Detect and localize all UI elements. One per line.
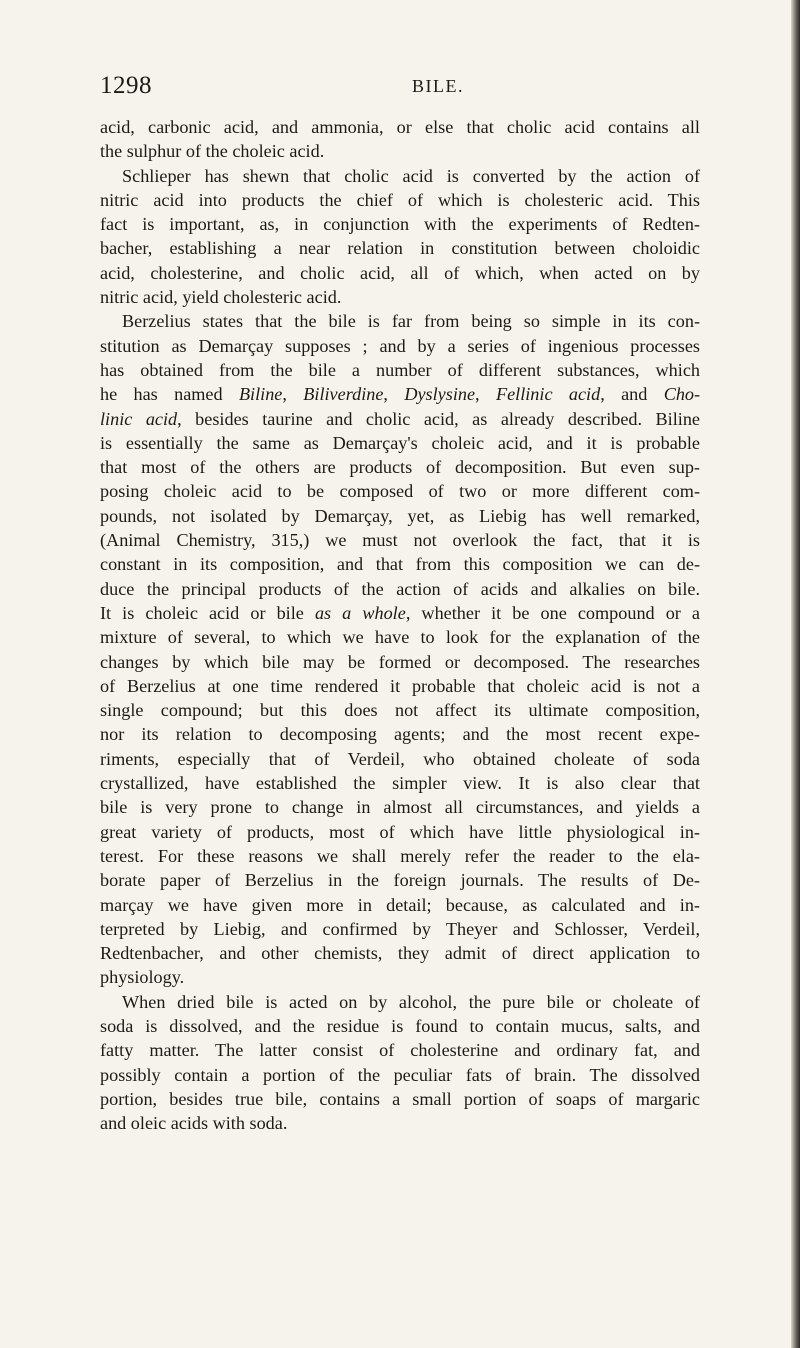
text-line [100,334,700,358]
text-run: riments, especially that of Verdeil, who obtained choleate of soda [100,748,700,769]
page-header [100,72,710,104]
text-line [100,431,700,455]
italic-term: Fellinic acid [495,384,601,405]
paragraph [100,990,700,1136]
text-line [100,285,700,309]
page-edge [791,0,800,1348]
text-run: pounds, not isolated by Demarçay, yet, as Liebig has well remarked, [100,505,700,526]
text-line [100,139,700,163]
italic-term: as a whole [314,602,406,623]
text-run: nor its relation to decomposing agents; and the most recent expe- [100,724,700,745]
text-line [100,917,700,941]
text-line [100,309,700,333]
text-run: of Berzelius at one time rendered it probable that choleic acid is not a [100,675,700,696]
text-line [100,382,700,406]
text-run: terpreted by Liebig, and confirmed by Theyer and Schlosser, Verdeil, [100,918,700,939]
text-line [100,455,700,479]
text-line [100,1111,700,1135]
text-run: and oleic acids with soda. [100,1113,288,1134]
italic-term: Biline [238,384,283,405]
text-run: portion, besides true bile, contains a small portion of soaps of margaric [100,1088,700,1109]
text-line [100,674,700,698]
text-run: single compound; but this does not affect its ultimate composition, [100,700,700,721]
text-run: crystallized, have established the simpler view. It is also clear that [100,773,700,794]
text-line [100,407,700,431]
text-line [100,820,700,844]
text-line [100,115,700,139]
text-line [100,747,700,771]
text-line [100,625,700,649]
text-run: fact is important, as, in conjunction with the experiments of Redten- [100,214,700,235]
text-run: Berzelius states that the bile is far from being so simple in its con- [122,311,700,332]
text-run: , [383,384,405,405]
text-run: has obtained from the bile a number of different substances, which [100,359,700,380]
text-line [100,577,700,601]
text-run: borate paper of Berzelius in the foreign journals. The results of De- [100,870,700,891]
text-run: constant in its composition, and that from this composition we can de- [100,554,700,575]
text-run: the sulphur of the choleic acid. [100,141,325,162]
text-run: posing choleic acid to be composed of two or more different com- [100,481,700,502]
text-line [100,650,700,674]
text-line [100,1014,700,1038]
text-line [100,552,700,576]
text-line [100,261,700,285]
text-run: When dried bile is acted on by alcohol, the pure bile or choleate of [122,991,700,1012]
text-line [100,722,700,746]
text-run: possibly contain a portion of the peculiar fats of brain. The dissolved [100,1064,700,1085]
text-line [100,893,700,917]
page-number: 1298 [100,72,152,99]
text-run: acid, cholesterine, and cholic acid, all of which, when acted on by [100,262,700,283]
paragraph [100,164,700,310]
text-run: changes by which bile may be formed or decomposed. The researches [100,651,700,672]
text-run: , [475,384,496,405]
text-run: physiology. [100,967,185,988]
text-line [100,965,700,989]
text-run: fatty matter. The latter consist of cholesterine and ordinary fat, and [100,1040,700,1061]
text-line [100,1087,700,1111]
text-run: nitric acid into products the chief of which is cholesteric acid. This [100,189,700,210]
text-run: terest. For these reasons we shall merely refer the reader to the ela- [100,845,700,866]
italic-term: Biliverdine [303,384,384,405]
text-line [100,601,700,625]
text-run: , [282,384,304,405]
text-line [100,1063,700,1087]
text-run: It is choleic acid or bile [100,602,315,623]
text-line [100,844,700,868]
text-line [100,941,700,965]
text-line [100,1038,700,1062]
text-run: , besides taurine and cholic acid, as already described. Biline [177,408,701,429]
text-run: duce the principal products of the action of acids and alkalies on bile. [100,578,700,599]
text-run: (Animal Chemistry, 315,) we must not overlook the fact, that it is [100,530,700,551]
text-run: mixture of several, to which we have to look for the explanation of the [100,627,700,648]
italic-term: Cho- [663,384,701,405]
text-run: Redtenbacher, and other chemists, they admit of direct application to [100,943,700,964]
text-line [100,164,700,188]
text-line [100,188,700,212]
text-run: great variety of products, most of which have little physiological in- [100,821,700,842]
running-head: BILE. [412,76,464,96]
text-run: bile is very prone to change in almost all circumstances, and yields a [100,797,700,818]
text-run: he has named [100,384,239,405]
text-line [100,795,700,819]
text-run: is essentially the same as Demarçay's choleic acid, and it is probable [100,432,700,453]
text-run: marçay we have given more in detail; because, as calculated and in- [100,894,700,915]
text-line [100,358,700,382]
paragraph [100,115,700,164]
text-run: stitution as Demarçay supposes ; and by a series of ingenious processes [100,335,700,356]
text-run: that most of the others are products of decomposition. But even sup- [100,457,700,478]
text-line [100,771,700,795]
text-run: , and [600,384,664,405]
text-run: nitric acid, yield cholesteric acid. [100,287,342,308]
text-line [100,528,700,552]
text-line [100,479,700,503]
italic-term: linic acid [100,408,178,429]
text-line [100,990,700,1014]
text-line [100,868,700,892]
text-run: , whether it be one compound or a [405,602,701,623]
text-line [100,236,700,260]
text-run: acid, carbonic acid, and ammonia, or else that cholic acid contains all [100,117,700,137]
body-text [100,115,700,1135]
text-run: soda is dissolved, and the residue is found to contain mucus, salts, and [100,1015,700,1036]
text-line [100,212,700,236]
text-line [100,698,700,722]
italic-term: Dyslysine [404,384,476,405]
text-run: Schlieper has shewn that cholic acid is converted by the action of [122,165,700,186]
text-line [100,504,700,528]
text-run: bacher, establishing a near relation in constitution between choloidic [100,238,700,259]
paragraph [100,309,700,989]
